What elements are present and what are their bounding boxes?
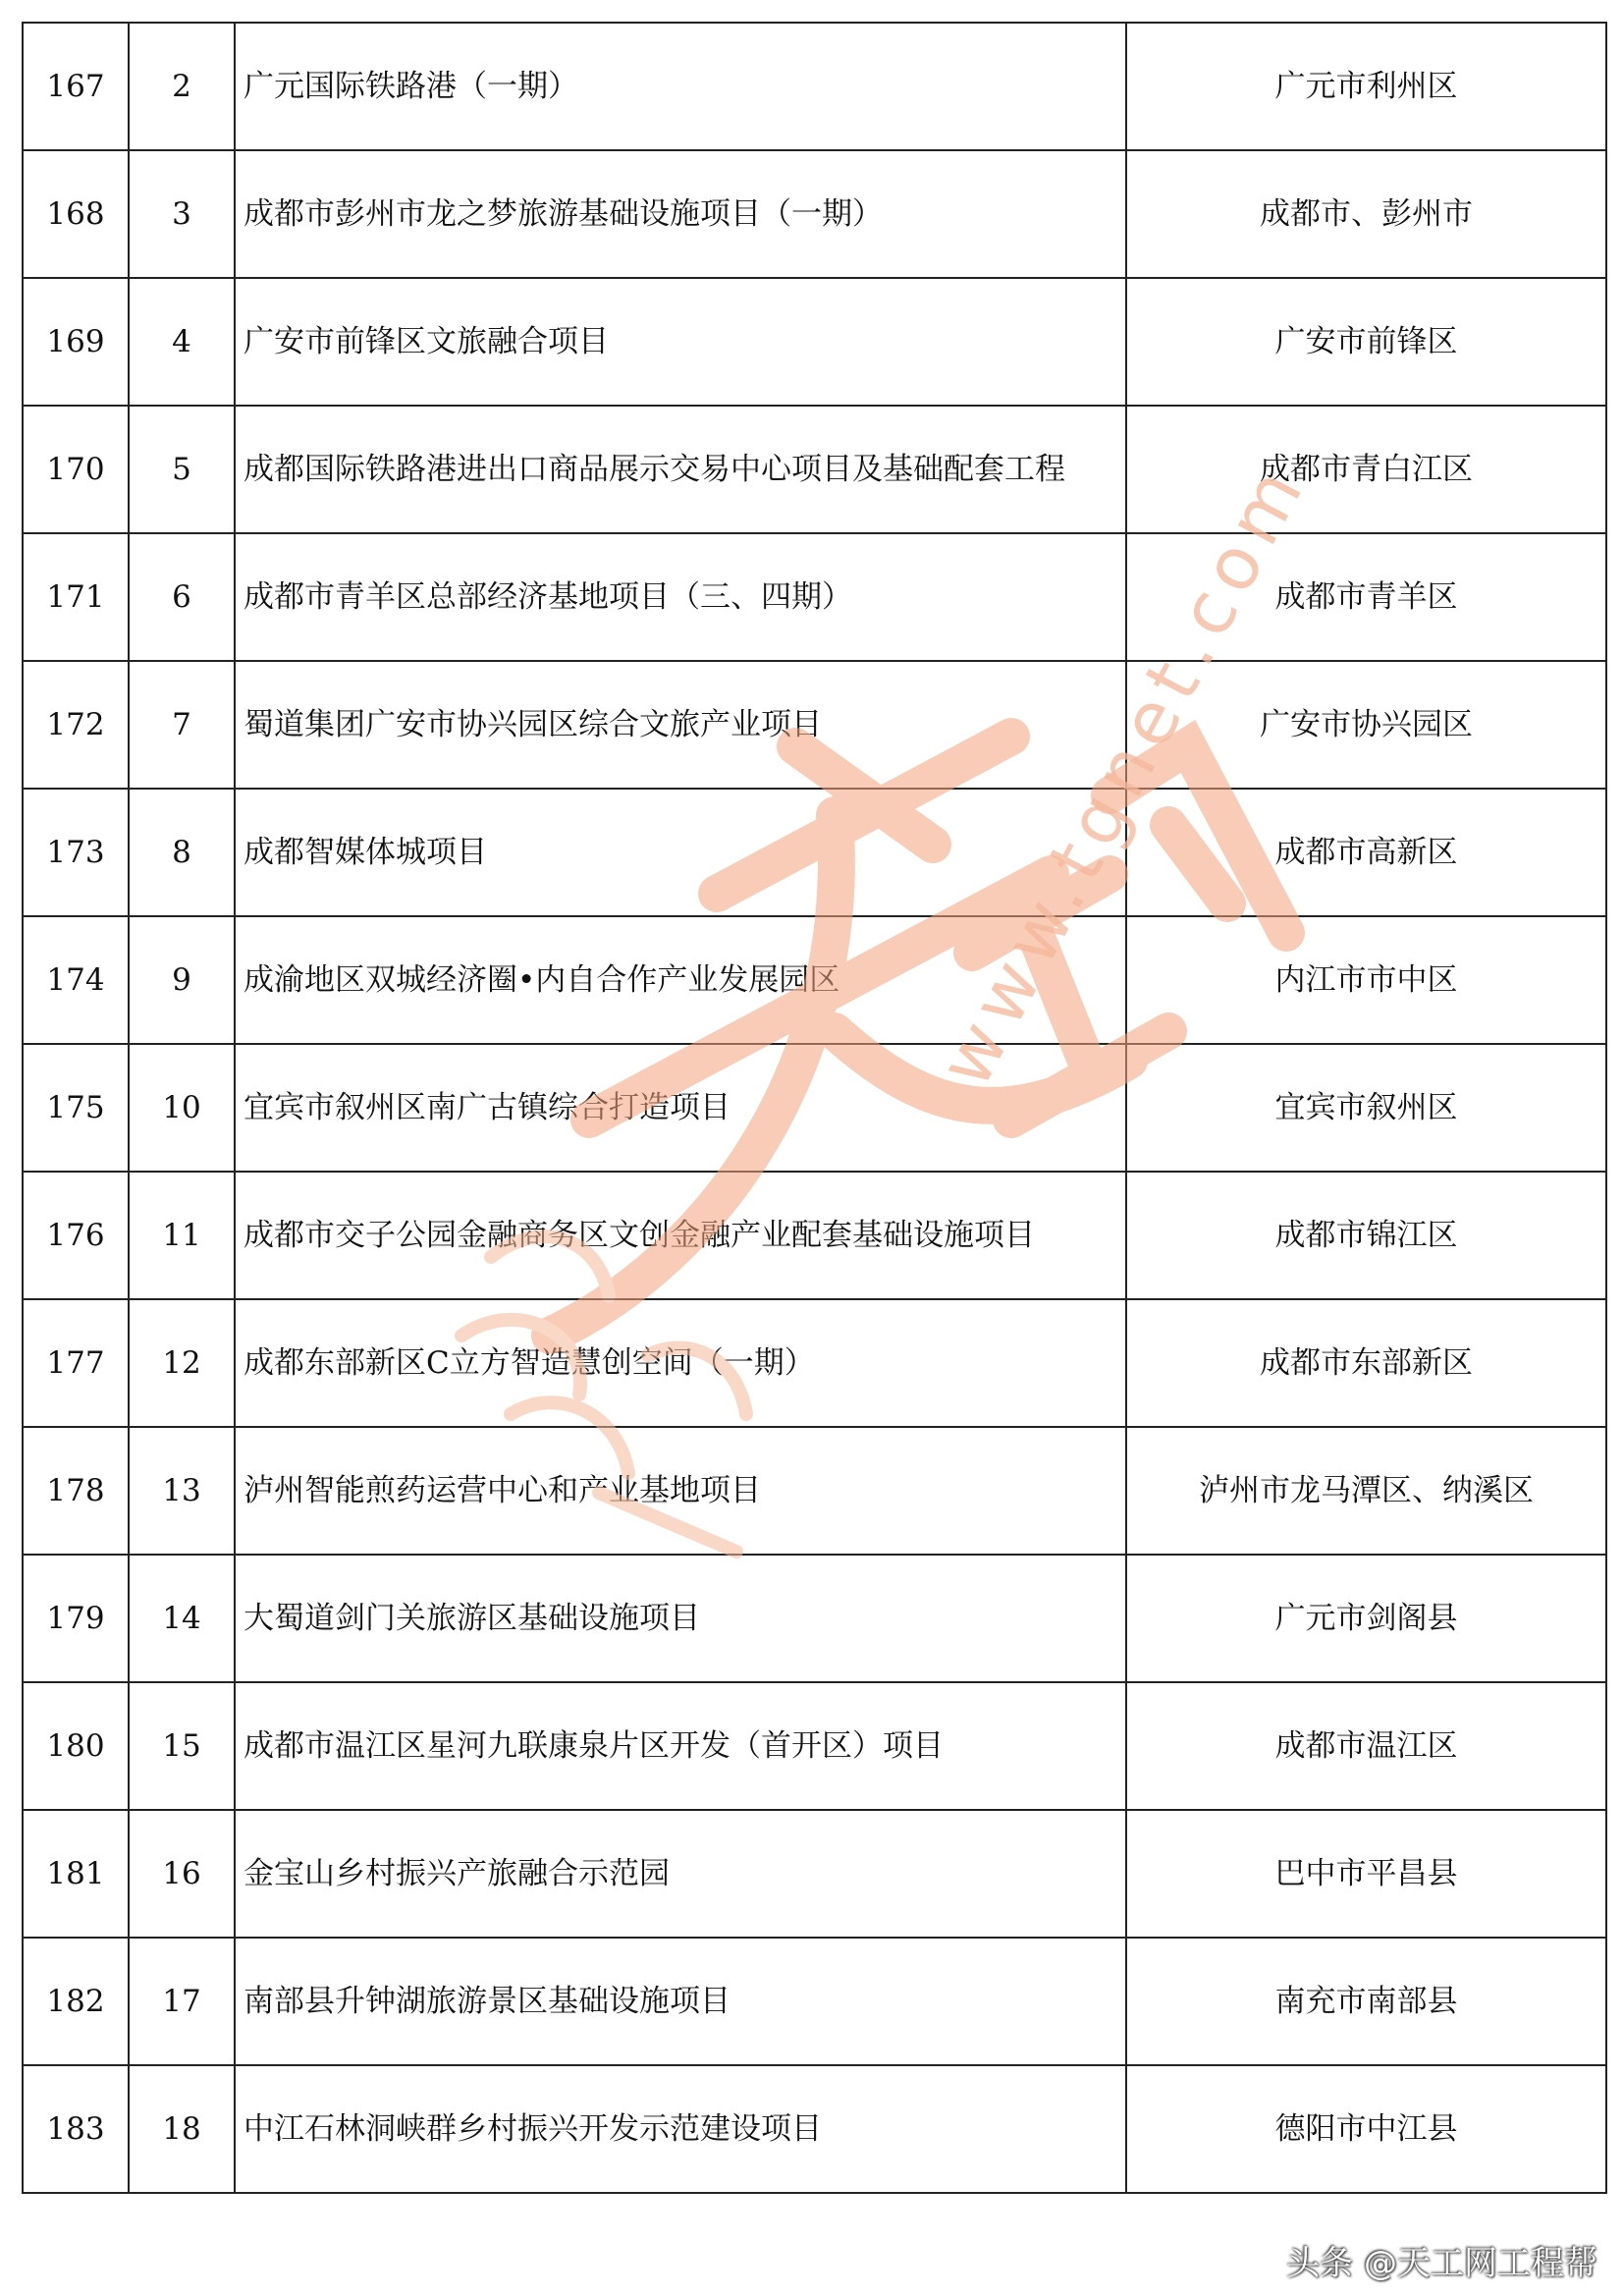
- footer-brand: 头条 @天工网工程帮: [1286, 2244, 1597, 2283]
- project-name-cell: 成都东部新区C立方智造慧创空间（一期）: [235, 1299, 1126, 1427]
- number-cell: 10: [129, 1044, 235, 1172]
- table-row: [23, 533, 1606, 661]
- seq-cell: 181: [23, 1810, 129, 1938]
- project-table-wrap: [22, 22, 1605, 2194]
- location-cell: 成都市青羊区: [1126, 533, 1606, 661]
- seq-cell: 183: [23, 2065, 129, 2193]
- number-cell: 3: [129, 150, 235, 278]
- project-name-cell: 成渝地区双城经济圈•内自合作产业发展园区: [235, 916, 1126, 1044]
- project-name-cell: 成都市温江区星河九联康泉片区开发（首开区）项目: [235, 1682, 1126, 1810]
- number-cell: 18: [129, 2065, 235, 2193]
- seq-cell: 178: [23, 1427, 129, 1555]
- location-cell: 成都市、彭州市: [1126, 150, 1606, 278]
- location-cell: 广安市协兴园区: [1126, 661, 1606, 789]
- project-name-cell: 成都智媒体城项目: [235, 789, 1126, 916]
- seq-cell: 168: [23, 150, 129, 278]
- seq-cell: 182: [23, 1938, 129, 2065]
- number-cell: 5: [129, 406, 235, 533]
- seq-cell: 171: [23, 533, 129, 661]
- seq-cell: 179: [23, 1555, 129, 1682]
- location-cell: 广元市利州区: [1126, 23, 1606, 150]
- table-row: [23, 406, 1606, 533]
- project-name-cell: 蜀道集团广安市协兴园区综合文旅产业项目: [235, 661, 1126, 789]
- table-row: [23, 1172, 1606, 1299]
- project-name-cell: 泸州智能煎药运营中心和产业基地项目: [235, 1427, 1126, 1555]
- project-name-cell: 广安市前锋区文旅融合项目: [235, 278, 1126, 406]
- project-table-body: [23, 23, 1606, 2193]
- seq-cell: 177: [23, 1299, 129, 1427]
- project-name-cell: 大蜀道剑门关旅游区基础设施项目: [235, 1555, 1126, 1682]
- location-cell: 成都市东部新区: [1126, 1299, 1606, 1427]
- number-cell: 12: [129, 1299, 235, 1427]
- seq-cell: 173: [23, 789, 129, 916]
- table-row: [23, 789, 1606, 916]
- number-cell: 11: [129, 1172, 235, 1299]
- location-cell: 成都市温江区: [1126, 1682, 1606, 1810]
- location-cell: 成都市青白江区: [1126, 406, 1606, 533]
- project-name-cell: 成都国际铁路港进出口商品展示交易中心项目及基础配套工程: [235, 406, 1126, 533]
- seq-cell: 169: [23, 278, 129, 406]
- location-cell: 南充市南部县: [1126, 1938, 1606, 2065]
- location-cell: 广安市前锋区: [1126, 278, 1606, 406]
- project-name-cell: 成都市交子公园金融商务区文创金融产业配套基础设施项目: [235, 1172, 1126, 1299]
- table-row: [23, 1938, 1606, 2065]
- number-cell: 7: [129, 661, 235, 789]
- table-row: [23, 1810, 1606, 1938]
- number-cell: 6: [129, 533, 235, 661]
- location-cell: 广元市剑阁县: [1126, 1555, 1606, 1682]
- project-name-cell: 成都市彭州市龙之梦旅游基础设施项目（一期）: [235, 150, 1126, 278]
- location-cell: 内江市市中区: [1126, 916, 1606, 1044]
- number-cell: 16: [129, 1810, 235, 1938]
- project-name-cell: 宜宾市叙州区南广古镇综合打造项目: [235, 1044, 1126, 1172]
- number-cell: 4: [129, 278, 235, 406]
- location-cell: 巴中市平昌县: [1126, 1810, 1606, 1938]
- number-cell: 17: [129, 1938, 235, 2065]
- table-row: [23, 150, 1606, 278]
- location-cell: 成都市高新区: [1126, 789, 1606, 916]
- number-cell: 14: [129, 1555, 235, 1682]
- table-row: [23, 1555, 1606, 1682]
- location-cell: 成都市锦江区: [1126, 1172, 1606, 1299]
- seq-cell: 172: [23, 661, 129, 789]
- location-cell: 泸州市龙马潭区、纳溪区: [1126, 1427, 1606, 1555]
- seq-cell: 170: [23, 406, 129, 533]
- seq-cell: 167: [23, 23, 129, 150]
- seq-cell: 174: [23, 916, 129, 1044]
- number-cell: 9: [129, 916, 235, 1044]
- table-row: [23, 1299, 1606, 1427]
- location-cell: 宜宾市叙州区: [1126, 1044, 1606, 1172]
- table-row: [23, 1044, 1606, 1172]
- table-row: [23, 1682, 1606, 1810]
- table-row: [23, 1427, 1606, 1555]
- project-table: [22, 22, 1607, 2194]
- number-cell: 15: [129, 1682, 235, 1810]
- number-cell: 2: [129, 23, 235, 150]
- seq-cell: 175: [23, 1044, 129, 1172]
- number-cell: 8: [129, 789, 235, 916]
- project-name-cell: 广元国际铁路港（一期）: [235, 23, 1126, 150]
- project-name-cell: 成都市青羊区总部经济基地项目（三、四期）: [235, 533, 1126, 661]
- table-row: [23, 661, 1606, 789]
- watermark-url: www.tgnet.com: [923, 447, 1324, 1101]
- table-row: [23, 23, 1606, 150]
- seq-cell: 180: [23, 1682, 129, 1810]
- project-name-cell: 金宝山乡村振兴产旅融合示范园: [235, 1810, 1126, 1938]
- table-row: [23, 916, 1606, 1044]
- location-cell: 德阳市中江县: [1126, 2065, 1606, 2193]
- table-row: [23, 278, 1606, 406]
- seq-cell: 176: [23, 1172, 129, 1299]
- project-name-cell: 中江石林洞峡群乡村振兴开发示范建设项目: [235, 2065, 1126, 2193]
- project-name-cell: 南部县升钟湖旅游景区基础设施项目: [235, 1938, 1126, 2065]
- table-row: [23, 2065, 1606, 2193]
- number-cell: 13: [129, 1427, 235, 1555]
